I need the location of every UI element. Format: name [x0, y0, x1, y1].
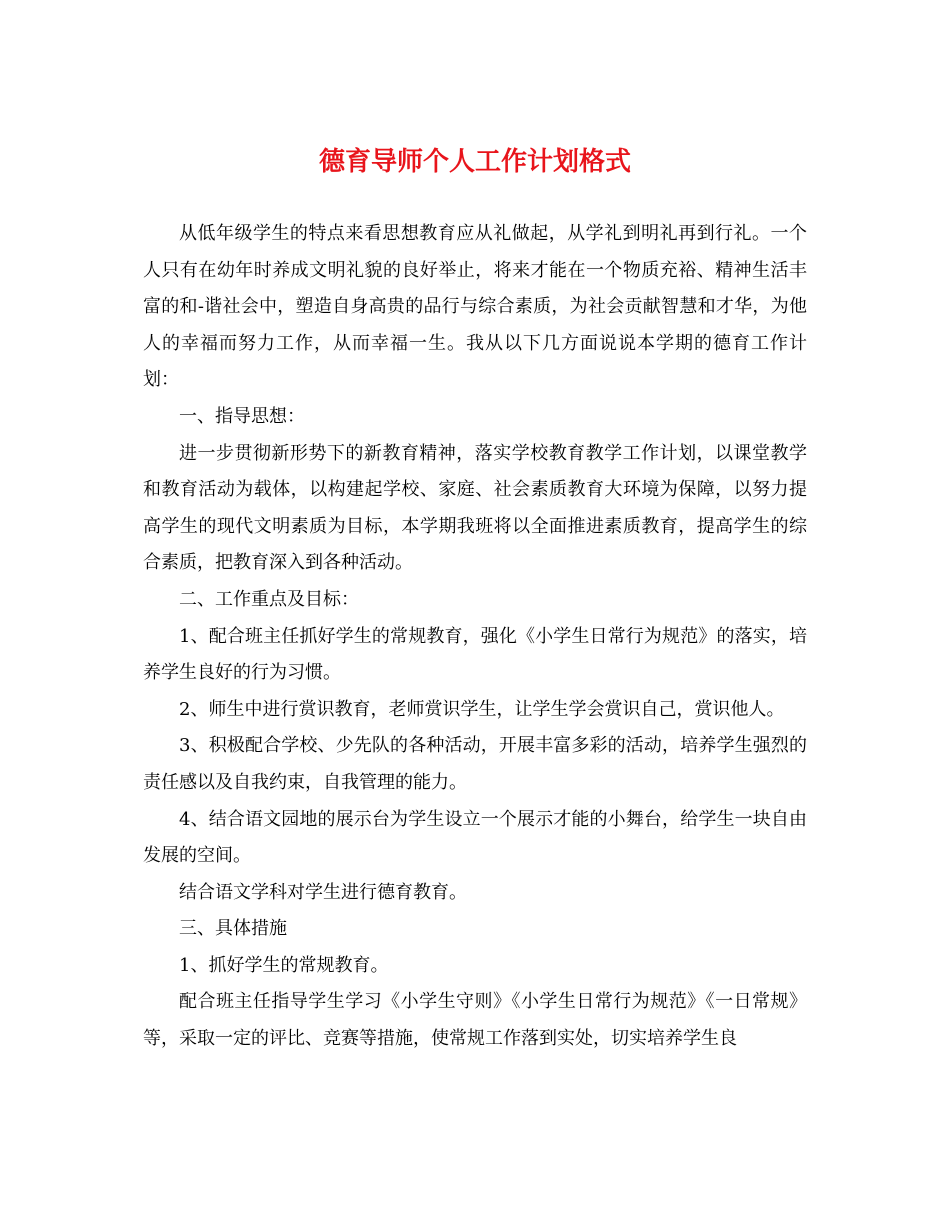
- paragraph-chinese-subject: 结合语文学科对学生进行德育教育。: [179, 881, 467, 903]
- document-body: [143, 216, 807, 1058]
- paragraph-guiding-ideology: 进一步贯彻新形势下的新教育精神，落实学校教育教学工作计划，以课堂教学和教育活动为载体，以构建起学校、家庭、社会素质教育大环境为保障，以努力提高学生的现代文明素质为目标，本学期我班将以全面推进素质教育，提高学生的综合素质，把教育深入到各种活动。: [143, 442, 807, 574]
- paragraph-intro: 从低年级学生的特点来看思想教育应从礼做起，从学礼到明礼再到行礼。一个人只有在幼年时养成文明礼貌的良好举止，将来才能在一个物质充裕、精神生活丰富的和-谐社会中，塑造自身高贵的品行与综合素质，为社会贡献智慧和才华，为他人的幸福而努力工作，从而幸福一生。我从以下几方面说说本学期的德育工作计划：: [143, 223, 807, 391]
- paragraph-measure-1-detail: 配合班主任指导学生学习《小学生守则》《小学生日常行为规范》《一日常规》等，采取一定的评比、竞赛等措施，使常规工作落到实处，切实培养学生良: [143, 991, 807, 1050]
- list-item-goal-2: 2、师生中进行赏识教育，老师赏识学生，让学生学会赏识自己，赏识他人。: [179, 698, 785, 720]
- list-item-goal-3: 3、积极配合学校、少先队的各种活动，开展丰富多彩的活动，培养学生强烈的责任感以及自我约束，自我管理的能力。: [143, 735, 807, 793]
- heading-key-goals: 二、工作重点及目标：: [179, 588, 359, 610]
- heading-guiding-ideology: 一、指导思想：: [179, 405, 305, 427]
- heading-measures: 三、具体措施: [179, 918, 287, 940]
- list-item-goal-1: 1、配合班主任抓好学生的常规教育，强化《小学生日常行为规范》的落实，培养学生良好的行为习惯。: [143, 625, 807, 684]
- list-item-measure-1: 1、抓好学生的常规教育。: [179, 954, 389, 976]
- document-title: 德育导师个人工作计划格式: [318, 147, 631, 177]
- list-item-goal-4: 4、结合语文园地的展示台为学生设立一个展示才能的小舞台，给学生一块自由发展的空间。: [143, 808, 807, 867]
